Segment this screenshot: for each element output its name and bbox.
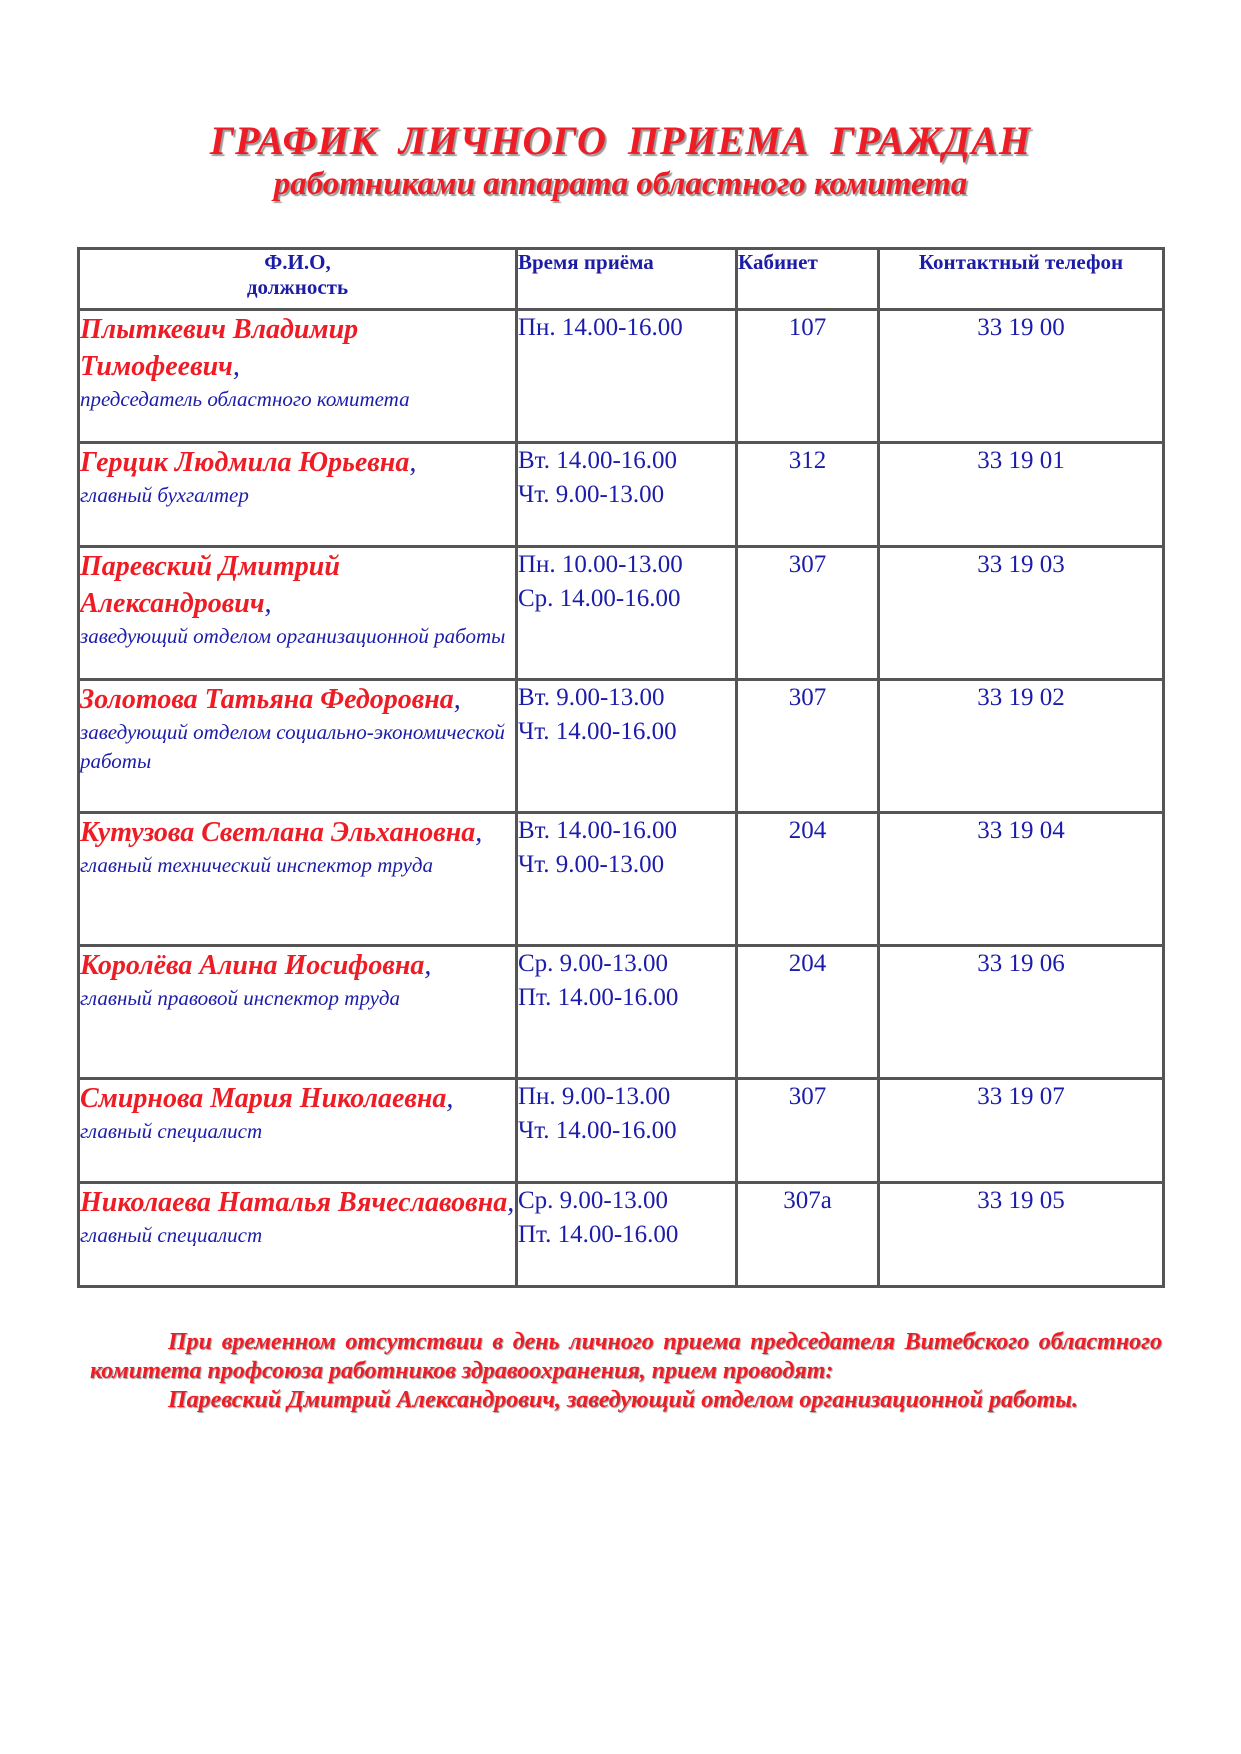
person-name: Королёва Алина Иосифовна xyxy=(80,950,425,981)
schedule-table xyxy=(77,247,1165,1288)
reception-time: Пт. 14.00-16.00 xyxy=(518,1221,679,1248)
cell-name: Паревский Дмитрий Александрович, заведующий отделом организационной работы xyxy=(79,547,517,680)
cell-name: Смирнова Мария Николаевна, главный специалист xyxy=(79,1079,517,1183)
table-row xyxy=(79,1183,1164,1287)
reception-time: Вт. 14.00-16.00 xyxy=(518,817,678,844)
substitution-note xyxy=(90,1328,1162,1415)
person-position: главный правовой инспектор труда xyxy=(80,986,401,1010)
cell-room: 307 xyxy=(737,1079,879,1183)
cell-room: 204 xyxy=(737,946,879,1079)
reception-time: Ср. 9.00-13.00 xyxy=(518,1187,668,1214)
person-name: Кутузова Светлана Эльхановна xyxy=(80,817,476,848)
cell-phone: 33 19 00 xyxy=(879,310,1164,443)
cell-name: Николаева Наталья Вячеславовна, главный специалист xyxy=(79,1183,517,1287)
reception-time: Ср. 14.00-16.00 xyxy=(518,585,681,612)
reception-time: Пн. 10.00-13.00 xyxy=(518,551,683,578)
cell-time xyxy=(517,680,737,813)
person-position: председатель областного комитета xyxy=(80,387,410,411)
person-position: главный бухгалтер xyxy=(80,483,249,507)
cell-phone: 33 19 01 xyxy=(879,443,1164,547)
header-phone: Контактный телефон xyxy=(879,249,1164,310)
reception-time: Чт. 9.00-13.00 xyxy=(518,481,665,508)
reception-time: Пт. 14.00-16.00 xyxy=(518,984,679,1011)
note-paragraph-2: Паревский Дмитрий Александрович, заведующий отделом организационной работы. xyxy=(168,1387,1078,1413)
table-row xyxy=(79,1079,1164,1183)
cell-time xyxy=(517,946,737,1079)
person-position: заведующий отделом организационной работы xyxy=(80,624,506,648)
person-name: Смирнова Мария Николаевна xyxy=(80,1083,447,1114)
table-row xyxy=(79,680,1164,813)
header-name xyxy=(79,249,517,310)
person-position: заведующий отделом социально-экономической работы xyxy=(80,720,505,773)
page-title: ГРАФИК ЛИЧНОГО ПРИЕМА ГРАЖДАН xyxy=(209,118,1032,163)
header-name-line1: Ф.И.О, xyxy=(264,250,331,274)
reception-time: Вт. 9.00-13.00 xyxy=(518,684,665,711)
cell-time xyxy=(517,547,737,680)
table-row xyxy=(79,813,1164,946)
cell-phone: 33 19 07 xyxy=(879,1079,1164,1183)
cell-phone: 33 19 03 xyxy=(879,547,1164,680)
cell-room: 204 xyxy=(737,813,879,946)
person-name: Плыткевич Владимир Тимофеевич xyxy=(80,314,359,382)
title-block xyxy=(0,118,1241,204)
cell-time xyxy=(517,813,737,946)
cell-room: 307 xyxy=(737,547,879,680)
header-room: Кабинет xyxy=(737,249,879,310)
header-row xyxy=(79,249,1164,310)
note-paragraph-1: При временном отсутствии в день личного приема председателя Витебского областного комитета профсоюза работников здравоохранения, прием проводят: xyxy=(90,1329,1162,1384)
header-name-line2: должность xyxy=(246,275,349,299)
person-name: Паревский Дмитрий Александрович xyxy=(80,551,340,619)
cell-room: 307а xyxy=(737,1183,879,1287)
table-row xyxy=(79,443,1164,547)
reception-time: Пн. 14.00-16.00 xyxy=(518,314,683,341)
cell-phone: 33 19 06 xyxy=(879,946,1164,1079)
table-row xyxy=(79,946,1164,1079)
person-name: Золотова Татьяна Федоровна xyxy=(80,684,454,715)
cell-name: Королёва Алина Иосифовна, главный правовой инспектор труда xyxy=(79,946,517,1079)
cell-phone: 33 19 05 xyxy=(879,1183,1164,1287)
header-time: Время приёма xyxy=(517,249,737,310)
cell-phone: 33 19 02 xyxy=(879,680,1164,813)
page-subtitle: работниками аппарата областного комитета xyxy=(273,166,968,202)
person-name: Герцик Людмила Юрьевна xyxy=(80,447,410,478)
cell-name: Плыткевич Владимир Тимофеевич, председатель областного комитета xyxy=(79,310,517,443)
person-name: Николаева Наталья Вячеславовна xyxy=(80,1187,508,1218)
cell-room: 307 xyxy=(737,680,879,813)
reception-time: Чт. 9.00-13.00 xyxy=(518,851,665,878)
cell-room: 107 xyxy=(737,310,879,443)
person-position: главный специалист xyxy=(80,1223,263,1247)
cell-name: Кутузова Светлана Эльхановна, главный технический инспектор труда xyxy=(79,813,517,946)
reception-time: Чт. 14.00-16.00 xyxy=(518,718,677,745)
cell-time xyxy=(517,1079,737,1183)
table-row xyxy=(79,547,1164,680)
reception-time: Пн. 9.00-13.00 xyxy=(518,1083,671,1110)
reception-time: Ср. 9.00-13.00 xyxy=(518,950,668,977)
cell-time xyxy=(517,1183,737,1287)
cell-time xyxy=(517,310,737,443)
reception-time: Вт. 14.00-16.00 xyxy=(518,447,678,474)
cell-phone: 33 19 04 xyxy=(879,813,1164,946)
table-row xyxy=(79,310,1164,443)
person-position: главный специалист xyxy=(80,1119,263,1143)
cell-time xyxy=(517,443,737,547)
reception-time: Чт. 14.00-16.00 xyxy=(518,1117,677,1144)
person-position: главный технический инспектор труда xyxy=(80,853,434,877)
cell-name: Золотова Татьяна Федоровна, заведующий отделом социально-экономической работы xyxy=(79,680,517,813)
cell-name: Герцик Людмила Юрьевна, главный бухгалтер xyxy=(79,443,517,547)
cell-room: 312 xyxy=(737,443,879,547)
